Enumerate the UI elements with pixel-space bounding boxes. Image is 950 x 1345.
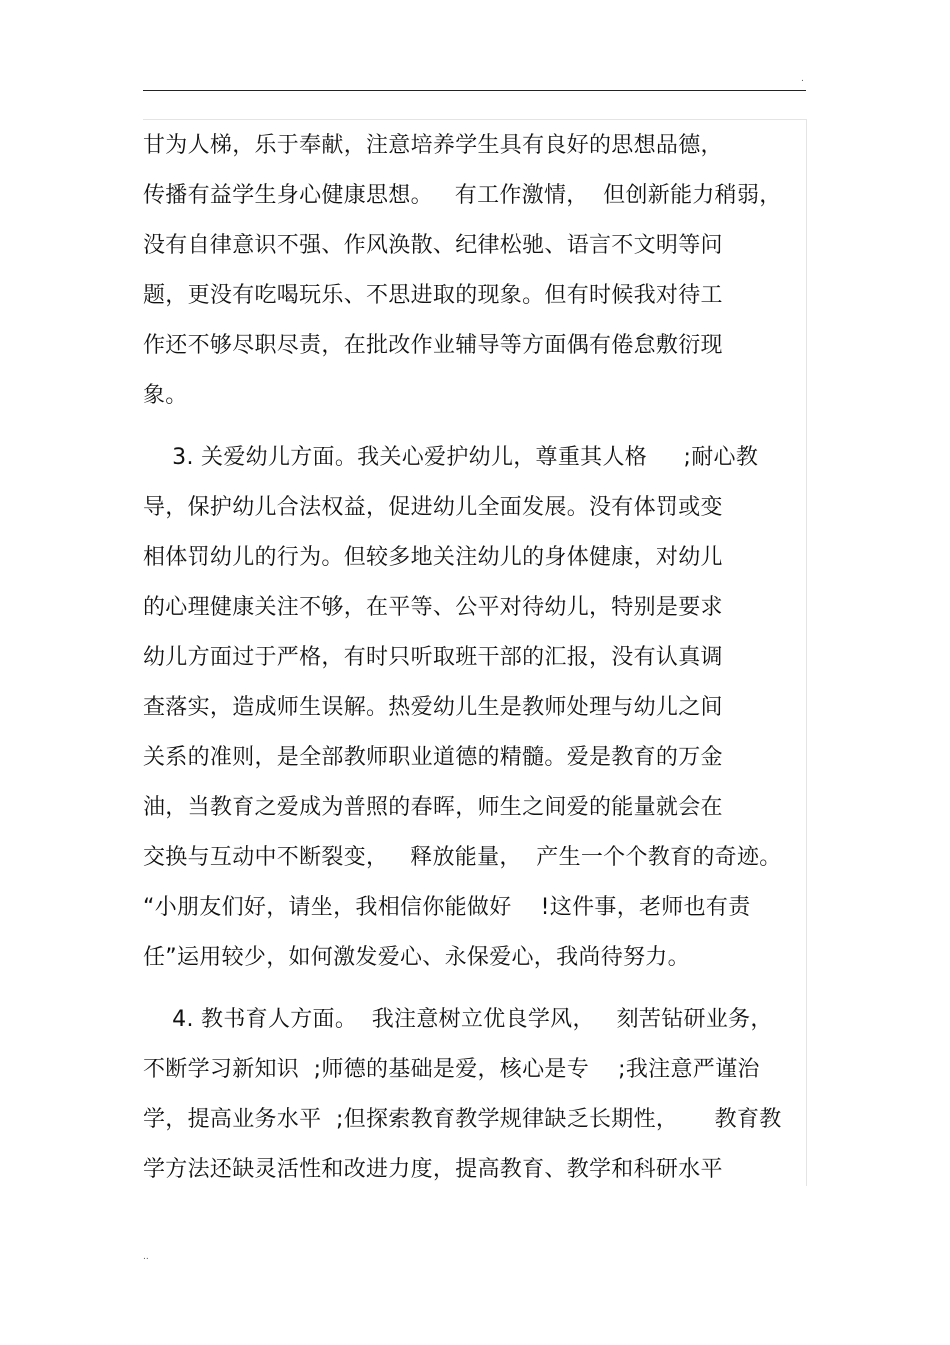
- text-line: 4. 教书育人方面。 我注意树立优良学风， 刻苦钻研业务，: [143, 1007, 773, 1032]
- text-line: 的心理健康关注不够，在平等、公平对待幼儿，特别是要求: [143, 595, 723, 620]
- text-line: “小朋友们好，请坐，我相信你能做好 !这件事，老师也有责: [143, 895, 751, 920]
- text-line: 象。: [143, 383, 188, 408]
- text-line: 3. 关爱幼儿方面。我关心爱护幼儿，尊重其人格 ;耐心教: [143, 445, 759, 470]
- text-line: 相体罚幼儿的行为。但较多地关注幼儿的身体健康，对幼儿: [143, 545, 723, 570]
- text-line: 学，提高业务水平 ;但探索教育教学规律缺乏长期性， 教育教: [143, 1107, 782, 1132]
- header-rule: [143, 90, 806, 91]
- header-mark: .: [801, 74, 804, 84]
- text-line: 导，保护幼儿合法权益，促进幼儿全面发展。没有体罚或变: [143, 495, 723, 520]
- text-line: 题，更没有吃喝玩乐、不思进取的现象。但有时候我对待工: [143, 283, 723, 308]
- text-line: 交换与互动中不断裂变， 释放能量， 产生一个个教育的奇迹。: [143, 845, 782, 870]
- text-line: 油，当教育之爱成为普照的春晖，师生之间爱的能量就会在: [143, 795, 723, 820]
- text-line: 传播有益学生身心健康思想。 有工作激情， 但创新能力稍弱，: [143, 183, 782, 208]
- text-line: 学方法还缺灵活性和改进力度，提高教育、教学和科研水平: [143, 1157, 723, 1182]
- text-line: 没有自律意识不强、作风涣散、纪律松驰、语言不文明等问: [143, 233, 723, 258]
- text-line: 作还不够尽职尽责，在批改作业辅导等方面偶有倦怠敷衍现: [143, 333, 723, 358]
- text-line: 任”运用较少，如何激发爱心、永保爱心，我尚待努力。: [143, 945, 690, 970]
- text-line: 不断学习新知识 ;师德的基础是爱，核心是专 ;我注意严谨治: [143, 1057, 760, 1082]
- text-line: 甘为人梯，乐于奉献，注意培养学生具有良好的思想品德，: [143, 133, 723, 158]
- text-line: 查落实，造成师生误解。热爱幼儿生是教师处理与幼儿之间: [143, 695, 723, 720]
- text-line: 关系的准则，是全部教师职业道德的精髓。爱是教育的万金: [143, 745, 723, 770]
- text-line: 幼儿方面过于严格，有时只听取班干部的汇报，没有认真调: [143, 645, 723, 670]
- footer-mark: ..: [143, 1252, 149, 1262]
